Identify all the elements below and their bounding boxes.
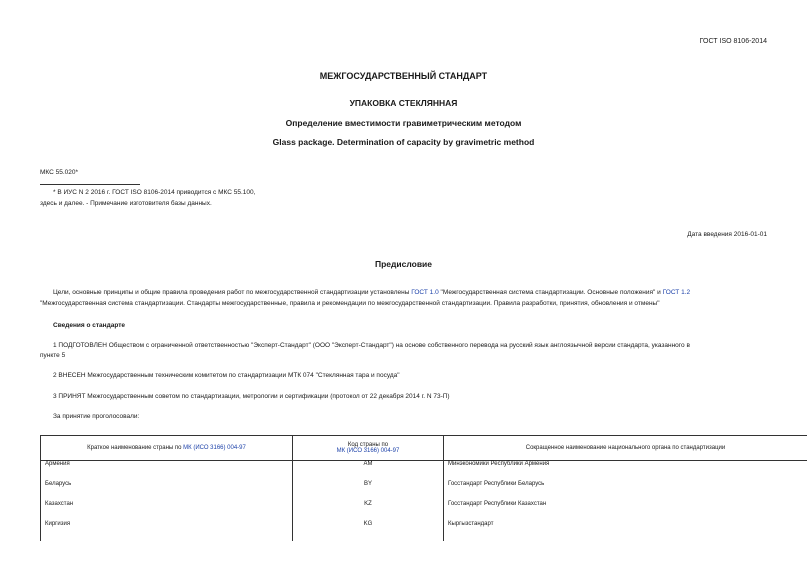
column-header-body: Сокращенное наименование национального органа по стандартизации: [444, 436, 807, 461]
table-row: [41, 521, 807, 541]
item-1-line-1: 1 ПОДГОТОВЛЕН Обществом с ограниченной ответственностью "Эксперт-Стандарт" (ООО "Эксперт-Стандарт") на основе собственного перевода на русский язык англоязычной версии стандарта, указанного в: [53, 342, 690, 349]
standard-type-heading: МЕЖГОСУДАРСТВЕННЫЙ СТАНДАРТ: [319, 71, 488, 81]
subtitle-english: Glass package. Determination of capacity by gravimetric method: [272, 137, 535, 147]
item-3: 3 ПРИНЯТ Межгосударственным советом по стандартизации, метрологии и сертификации (протокол от 22 декабря 2014 г. N 73-П): [53, 393, 450, 400]
subtitle-russian: Определение вместимости гравиметрическим методом: [285, 118, 522, 128]
table-row: [41, 481, 807, 501]
paragraph-text: "Межгосударственная система стандартизации. Основные положения" и: [438, 289, 663, 296]
standards-body-cell: Минэкономики Республики Армения: [444, 461, 807, 482]
table-header-row: [41, 436, 807, 461]
mk-iso-3166-link[interactable]: МК (ИСО 3166) 004-97: [183, 445, 246, 451]
introduction-date: Дата введения 2016-01-01: [687, 231, 767, 238]
footnote-line-1: * В ИУС N 2 2016 г. ГОСТ ISO 8106-2014 приводится с МКС 55.100,: [53, 189, 256, 196]
column-header-code: [293, 436, 444, 461]
standards-body-cell: Госстандарт Республики Казахстан: [444, 501, 807, 521]
standard-info-heading: Сведения о стандарте: [53, 322, 126, 329]
standard-name-heading: УПАКОВКА СТЕКЛЯННАЯ: [349, 98, 458, 108]
column-header-country: [41, 436, 293, 461]
voting-countries-table: [40, 435, 807, 541]
footnote-line-2: здесь и далее. - Примечание изготовителя базы данных.: [40, 200, 212, 207]
foreword-heading: Предисловие: [374, 259, 433, 269]
standards-body-cell: Кыргызстандарт: [444, 521, 807, 541]
table-row: [41, 501, 807, 521]
country-cell: Киргизия: [41, 521, 293, 541]
voted-label: За принятие проголосовали:: [53, 413, 140, 420]
standards-body-cell: Госстандарт Республики Беларусь: [444, 481, 807, 501]
country-code-cell: BY: [293, 481, 444, 501]
paragraph-text: Цели, основные принципы и общие правила проведения работ по межгосударственной стандартизации установлены: [53, 289, 412, 296]
footnote-divider: [40, 184, 140, 185]
mk-iso-3166-link[interactable]: МК (ИСО 3166) 004-97: [336, 448, 400, 454]
foreword-paragraph: [53, 289, 690, 296]
country-code-cell: KG: [293, 521, 444, 541]
country-cell: Армения: [41, 461, 293, 482]
country-cell: Беларусь: [41, 481, 293, 501]
foreword-paragraph-line-2: "Межгосударственная система стандартизации. Стандарты межгосударственные, правила и рекомендации по межгосударственной стандартизации. Правила разработки, принятия, обновления и отмены": [40, 300, 660, 307]
country-code-cell: AM: [293, 461, 444, 482]
country-code-cell: KZ: [293, 501, 444, 521]
item-1-line-2: пункте 5: [40, 352, 66, 359]
table-row: [41, 461, 807, 482]
item-2: 2 ВНЕСЕН Межгосударственным техническим комитетом по стандартизации МТК 074 "Стеклянная тара и посуда": [53, 372, 400, 379]
header-text: Краткое наименование страны по: [87, 445, 184, 451]
country-cell: Казахстан: [41, 501, 293, 521]
gost-1-0-link[interactable]: ГОСТ 1.0: [411, 289, 439, 296]
document-code: ГОСТ ISO 8106-2014: [699, 38, 767, 45]
header-text: Код страны по: [347, 442, 389, 448]
gost-1-2-link[interactable]: ГОСТ 1.2: [662, 289, 691, 296]
mks-code: МКС 55.020*: [40, 169, 79, 176]
